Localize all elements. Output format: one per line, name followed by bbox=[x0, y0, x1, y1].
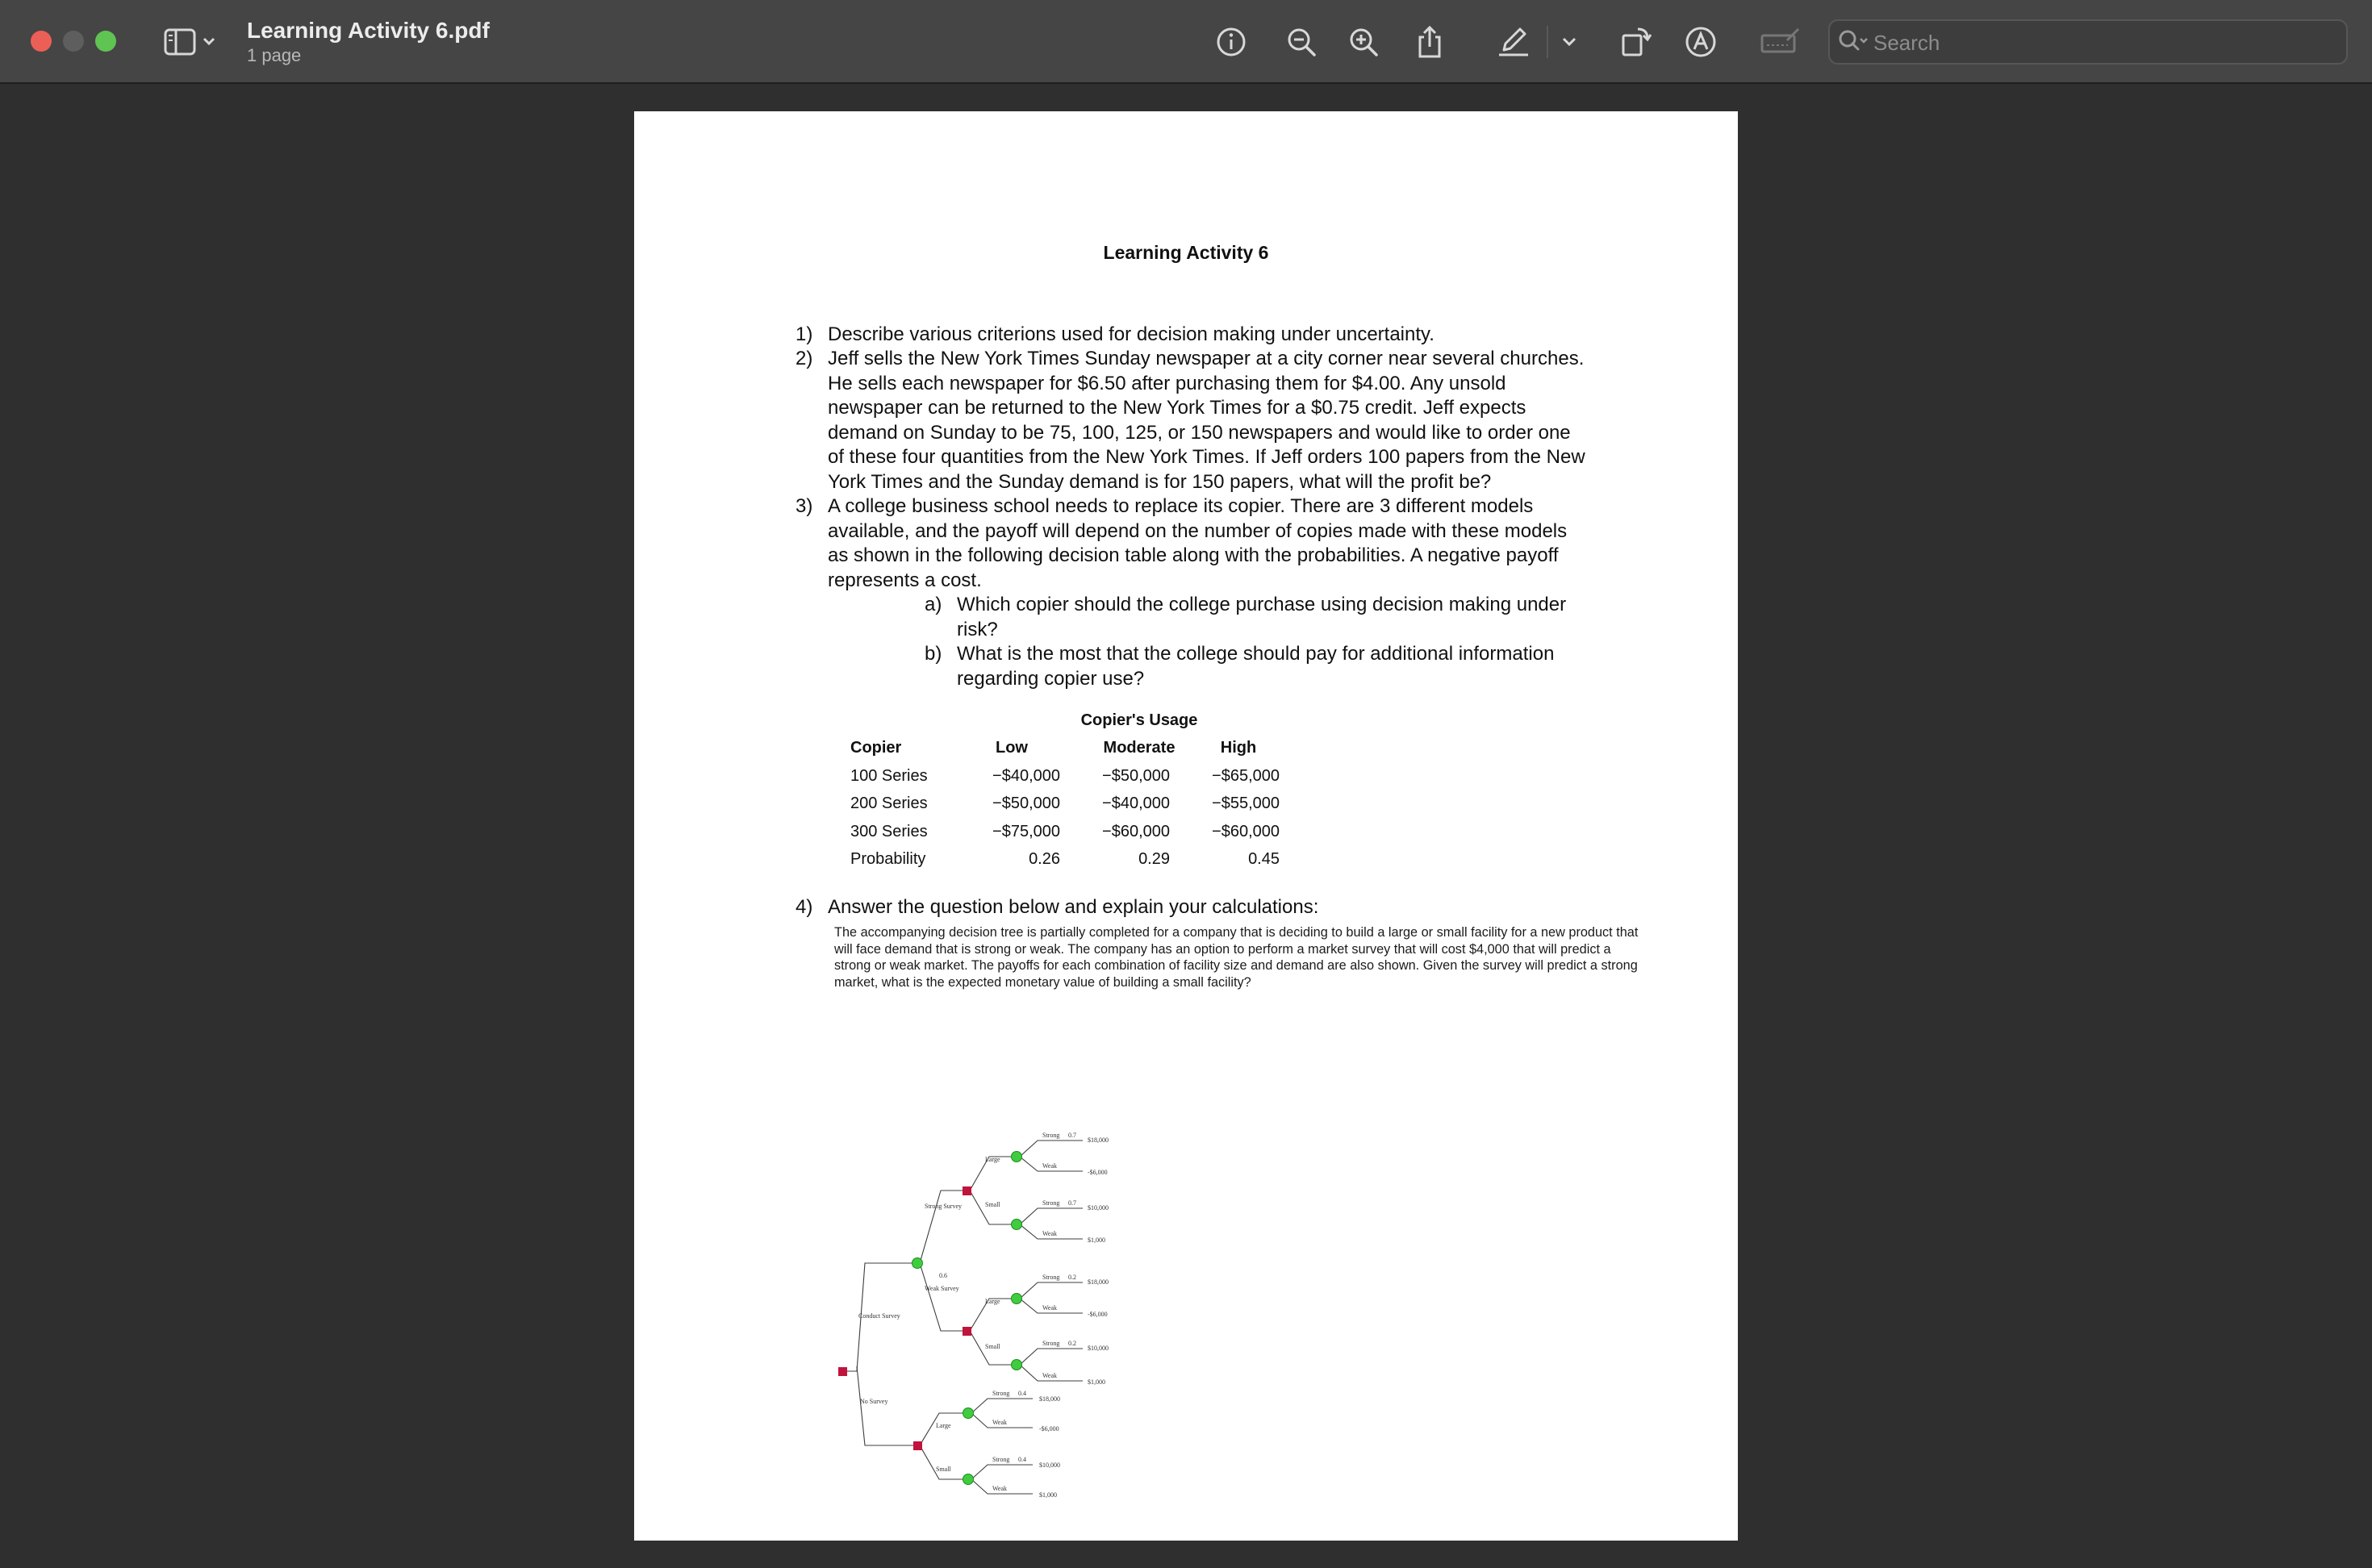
chance-node bbox=[1012, 1360, 1022, 1370]
probability-label: 0.2 bbox=[1068, 1274, 1076, 1281]
question-text-line: Jeff sells the New York Times Sunday newspaper at a city corner near several churches. bbox=[828, 348, 1585, 369]
probability-label: 0.2 bbox=[1068, 1340, 1076, 1347]
question-text-line: represents a cost. bbox=[828, 569, 982, 591]
tree-edge bbox=[1020, 1282, 1083, 1299]
decision-node bbox=[963, 1327, 971, 1336]
form-fill-button[interactable] bbox=[1754, 19, 1807, 65]
probability-label: 0.6 bbox=[939, 1272, 947, 1279]
info-icon bbox=[1215, 26, 1247, 58]
rotate-icon bbox=[1618, 24, 1654, 60]
payoff-value: -$6,000 bbox=[1088, 1169, 1108, 1176]
branch-label: Large bbox=[936, 1422, 951, 1429]
table-header: High bbox=[1220, 739, 1257, 757]
tree-edge bbox=[857, 1366, 913, 1445]
outcome-label: Strong bbox=[1042, 1274, 1060, 1281]
tree-edge bbox=[920, 1445, 965, 1479]
tree-edge bbox=[1020, 1141, 1083, 1157]
pen-icon bbox=[1496, 26, 1531, 58]
zoom-out-icon bbox=[1285, 26, 1318, 58]
outcome-label: Strong bbox=[1042, 1132, 1060, 1139]
sidebar-icon bbox=[162, 26, 219, 58]
chance-node bbox=[1012, 1294, 1022, 1304]
branch-label: No Survey bbox=[860, 1398, 888, 1405]
table-cell: −$50,000 bbox=[992, 794, 1060, 812]
share-button[interactable] bbox=[1407, 19, 1452, 65]
question-text-line: demand on Sunday to be 75, 100, 125, or 150 newspapers and would like to order one bbox=[828, 421, 1571, 444]
table-cell: −$40,000 bbox=[1102, 794, 1170, 812]
chance-node bbox=[963, 1408, 974, 1419]
toolbar bbox=[0, 0, 2372, 84]
chance-node bbox=[912, 1258, 923, 1269]
close-window-button[interactable] bbox=[31, 31, 52, 52]
outcome-label: Strong bbox=[1042, 1199, 1060, 1207]
outcome-label: Strong bbox=[992, 1390, 1010, 1397]
probability-label: 0.7 bbox=[1068, 1199, 1076, 1207]
branch-label: Weak Survey bbox=[925, 1285, 959, 1292]
toolbar-separator bbox=[1547, 26, 1548, 58]
subquestion-text-line: regarding copier use? bbox=[957, 667, 1145, 690]
tree-container bbox=[836, 1003, 1255, 1512]
payoff-value: $10,000 bbox=[1088, 1345, 1109, 1352]
question-text-line: York Times and the Sunday demand is for 150 papers, what will the profit be? bbox=[828, 470, 1492, 493]
tree-edge bbox=[920, 1191, 963, 1263]
question-number: 2) bbox=[796, 348, 813, 369]
rotate-button[interactable] bbox=[1614, 19, 1659, 65]
table-group-header: Copier's Usage bbox=[1080, 711, 1198, 729]
table-cell: −$75,000 bbox=[992, 823, 1060, 840]
outcome-label: Weak bbox=[1042, 1162, 1058, 1170]
question-text-line: He sells each newspaper for $6.50 after purchasing them for $4.00. Any unsold bbox=[828, 372, 1506, 394]
outcome-label: Strong bbox=[992, 1456, 1010, 1463]
question-text-line: as shown in the following decision table along with the probabilities. A negative payoff bbox=[828, 544, 1559, 566]
payoff-value: $18,000 bbox=[1039, 1395, 1060, 1403]
payoff-value: $1,000 bbox=[1039, 1491, 1057, 1499]
question-text-line: Answer the question below and explain your calculations: bbox=[828, 896, 1319, 918]
table-cell: −$60,000 bbox=[1102, 823, 1170, 840]
info-button[interactable] bbox=[1209, 19, 1254, 65]
outcome-label: Weak bbox=[1042, 1230, 1058, 1237]
payoff-value: $10,000 bbox=[1088, 1204, 1109, 1211]
search-field[interactable] bbox=[1828, 19, 2348, 65]
highlight-options-button[interactable] bbox=[1557, 19, 1581, 65]
question-text-line: newspaper can be returned to the New York Times for a $0.75 credit. Jeff expects bbox=[828, 397, 1526, 419]
chevron-down-icon bbox=[1561, 36, 1577, 48]
tree-edge bbox=[1020, 1349, 1083, 1365]
table-header: Copier bbox=[850, 739, 902, 757]
tree-edge bbox=[920, 1413, 965, 1445]
subquestion-text-line: risk? bbox=[957, 618, 998, 640]
decision-node bbox=[963, 1186, 971, 1195]
table-cell: −$60,000 bbox=[1212, 823, 1280, 840]
minimize-window-button[interactable] bbox=[63, 31, 84, 52]
page-heading: Learning Activity 6 bbox=[1103, 242, 1269, 263]
branch-label: Strong Survey bbox=[925, 1203, 962, 1210]
table-cell: −$40,000 bbox=[992, 767, 1060, 785]
search-icon bbox=[1836, 27, 1872, 56]
outcome-label: Weak bbox=[992, 1485, 1008, 1492]
table-cell: −$55,000 bbox=[1212, 794, 1280, 812]
tree-edge bbox=[1020, 1208, 1083, 1224]
markup-icon bbox=[1683, 24, 1718, 60]
branch-label: Conduct Survey bbox=[858, 1312, 900, 1320]
share-icon bbox=[1414, 24, 1446, 60]
outcome-label: Strong bbox=[1042, 1340, 1060, 1347]
outcome-label: Weak bbox=[992, 1419, 1008, 1426]
decision-node bbox=[838, 1367, 847, 1376]
form-icon bbox=[1760, 26, 1802, 58]
zoom-window-button[interactable] bbox=[95, 31, 116, 52]
question-text-line: available, and the payoff will depend on the number of copies made with these models bbox=[828, 519, 1568, 542]
highlight-button[interactable] bbox=[1491, 19, 1536, 65]
table-cell: −$50,000 bbox=[1102, 767, 1170, 785]
branch-label: Large bbox=[985, 1298, 1000, 1305]
question-number: 4) bbox=[796, 896, 813, 918]
table-header: Low bbox=[996, 739, 1028, 757]
payoff-value: $18,000 bbox=[1088, 1136, 1109, 1144]
branch-label: Small bbox=[936, 1466, 951, 1473]
payoff-value: -$6,000 bbox=[1088, 1311, 1108, 1318]
payoff-value: $10,000 bbox=[1039, 1462, 1060, 1469]
branch-label: Large bbox=[985, 1156, 1000, 1163]
chance-node bbox=[1012, 1220, 1022, 1230]
decision-node bbox=[913, 1441, 922, 1450]
pdf-page bbox=[634, 111, 1738, 1541]
table-cell: 100 Series bbox=[850, 767, 928, 785]
outcome-label: Weak bbox=[1042, 1372, 1058, 1379]
question-text-line: of these four quantities from the New York Times. If Jeff orders 100 papers from the New bbox=[828, 446, 1585, 468]
subquestion-number: b) bbox=[925, 643, 942, 665]
question-text-line: A college business school needs to replace its copier. There are 3 different models bbox=[828, 495, 1534, 517]
table-cell: 0.26 bbox=[1029, 850, 1060, 868]
table-cell: −$65,000 bbox=[1212, 767, 1280, 785]
table-header: Moderate bbox=[1103, 739, 1176, 757]
subquestion-text-line: Which copier should the college purchase using decision making under bbox=[957, 594, 1567, 615]
payoff-value: $1,000 bbox=[1088, 1236, 1105, 1244]
search-input[interactable] bbox=[1872, 27, 2327, 58]
tree-edge bbox=[971, 1465, 1033, 1479]
zoom-in-icon bbox=[1347, 26, 1380, 58]
question-number: 1) bbox=[796, 323, 813, 345]
branch-label: Small bbox=[985, 1201, 1000, 1208]
payoff-value: -$6,000 bbox=[1039, 1425, 1059, 1432]
table-cell: Probability bbox=[850, 850, 926, 868]
table-cell: 200 Series bbox=[850, 794, 928, 812]
probability-label: 0.4 bbox=[1018, 1456, 1026, 1463]
payoff-value: $18,000 bbox=[1088, 1278, 1109, 1286]
markup-button[interactable] bbox=[1678, 19, 1723, 65]
branch-label: Small bbox=[985, 1343, 1000, 1350]
sidebar-toggle-button[interactable] bbox=[157, 19, 224, 65]
chance-node bbox=[963, 1474, 974, 1485]
table-cell: 0.29 bbox=[1138, 850, 1170, 868]
subquestion-text-line: What is the most that the college should pay for additional information bbox=[957, 643, 1555, 665]
question-number: 3) bbox=[796, 495, 813, 517]
document-title: Learning Activity 6.pdf bbox=[247, 18, 490, 43]
probability-label: 0.7 bbox=[1068, 1132, 1076, 1139]
subquestion-number: a) bbox=[925, 594, 942, 615]
probability-label: 0.4 bbox=[1018, 1390, 1026, 1397]
page-count: 1 page bbox=[247, 45, 302, 65]
question-4-description: The accompanying decision tree is partially completed for a company that is deciding to build a large or small facility for a new product that will face demand that is strong or weak. The company has an option to perform a market survey that will cost $4,000 that will predict a strong or weak market. The payoffs for each combination of facility size and demand are also shown. Given the survey will predict a strong market, what is the expected monetary value of building a small facility? bbox=[834, 925, 1639, 990]
chevron-down-icon bbox=[204, 39, 214, 44]
chance-node bbox=[1012, 1152, 1022, 1162]
table-cell: 0.45 bbox=[1248, 850, 1280, 868]
question-text-line: Describe various criterions used for decision making under uncertainty. bbox=[828, 323, 1434, 345]
zoom-in-button[interactable] bbox=[1341, 19, 1386, 65]
tree-edge bbox=[971, 1399, 1033, 1413]
outcome-label: Weak bbox=[1042, 1304, 1058, 1312]
payoff-value: $1,000 bbox=[1088, 1378, 1105, 1386]
zoom-out-button[interactable] bbox=[1279, 19, 1324, 65]
decision-tree-clean bbox=[836, 1003, 1255, 1512]
table-cell: 300 Series bbox=[850, 823, 928, 840]
